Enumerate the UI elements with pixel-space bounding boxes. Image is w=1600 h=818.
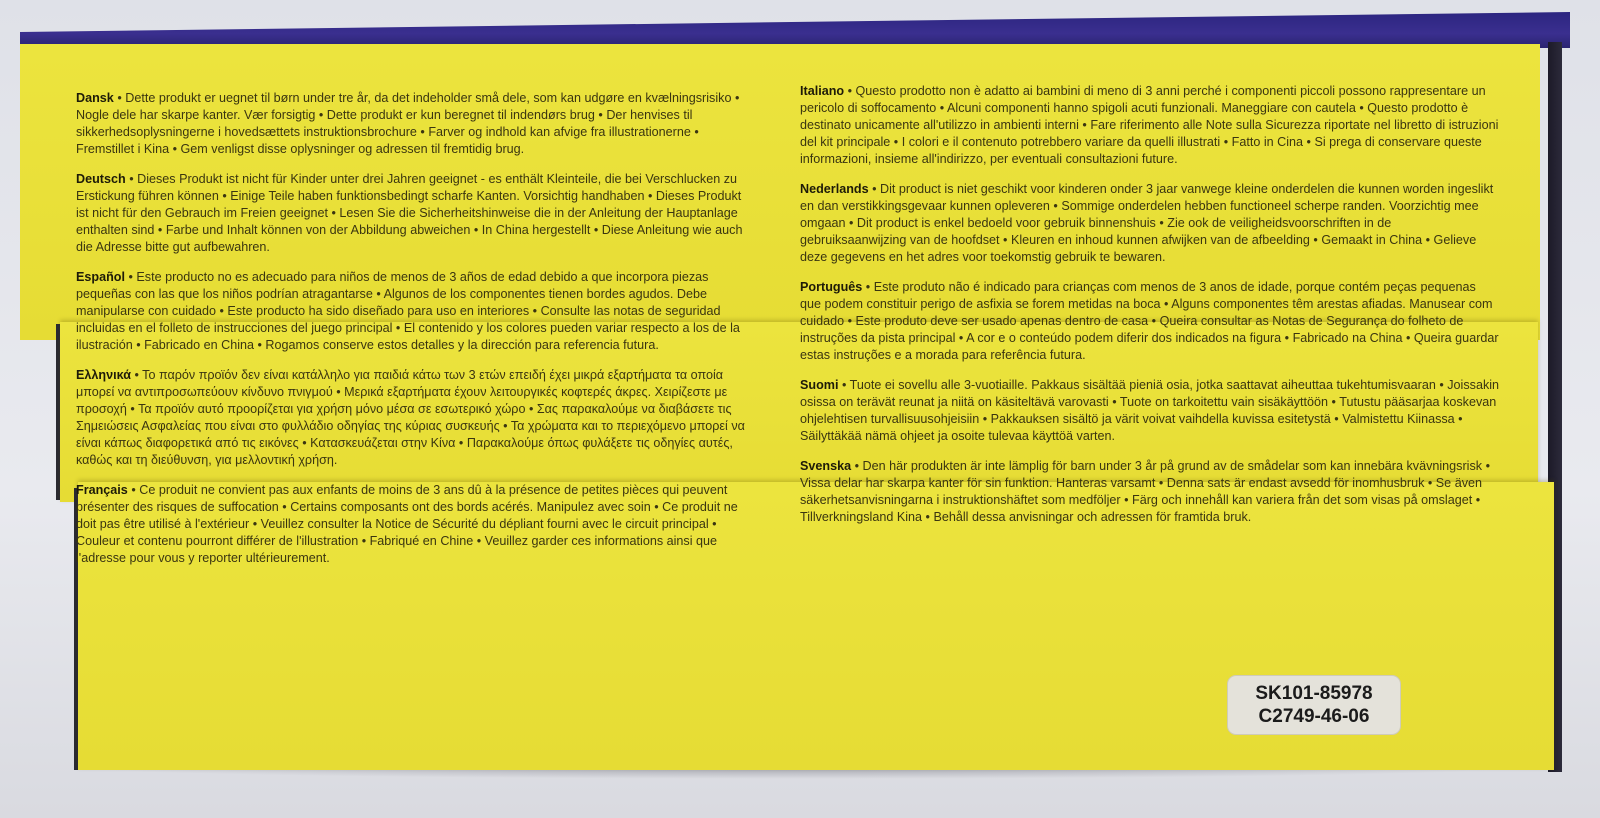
warning-entry-portugues xyxy=(800,279,1500,364)
warning-text: • Den här produkten är inte lämplig för barn under 3 år på grund av de smådelar som kan innebära kvävningsrisk • Vissa delar har skarpa kanter för sin funktion. Hanteras varsamt • Denna sats är endast avsedd för inomhusbruk • Se även säkerhetsanvisningarna i instruktionshäftet som medföljer • Färg och innehåll kan variera från det som visas på omslaget • Tillverkningsland Kina • Behåll dessa anvisningar och adressen för framtida bruk. xyxy=(800,459,1490,524)
warning-entry-nederlands xyxy=(800,181,1500,266)
warning-entry-dansk xyxy=(76,90,756,158)
warning-entry-suomi xyxy=(800,377,1500,445)
product-code-label xyxy=(1228,676,1400,734)
warning-text: • Dieses Produkt ist nicht für Kinder unter drei Jahren geeignet - es enthält Kleinteile, die bei Verschlucken zu Erstickung führen können • Einige Teile haben funktionsbedingt scharfe Kanten. Vorsichtig handhaben • Dieses Produkt ist nicht für den Gebrauch im Freien geeignet • Lesen Sie die Sicherheitshinweise die in der Anleitung der Hauptanlage enthalten sind • Farbe und Inhalt können von der Abbildung abweichen • In China hergestellt • Diese Anleitung wie auch die Adresse bitte gut aufbewahren. xyxy=(76,172,743,254)
warning-entry-deutsch xyxy=(76,171,756,256)
language-label: Français xyxy=(76,483,128,497)
product-code-line-1: SK101-85978 xyxy=(1255,683,1373,704)
warning-entry-svenska xyxy=(800,458,1500,526)
language-label: Ελληνικά xyxy=(76,368,131,382)
language-label: Italiano xyxy=(800,84,845,98)
language-label: Nederlands xyxy=(800,182,869,196)
language-label: Suomi xyxy=(800,378,839,392)
product-code-line-2: C2749-46-06 xyxy=(1258,706,1370,727)
warning-column-right xyxy=(800,83,1500,539)
language-label: Português xyxy=(800,280,863,294)
warning-text: • Questo prodotto non è adatto ai bambini di meno di 3 anni perché i componenti piccoli possono rappresentare un pericolo di soffocamento • Alcuni componenti hanno spigoli acuti funzionali. Maneggiare con cautela • Questo prodotto è destinato unicamente all'utilizzo in ambienti interni • Fare riferimento alle Note sulla Sicurezza riportate nel libretto di istruzioni del kit principale • I colori e il contenuto potrebbero variare da quelli illustrati • Fatto in Cina • Si prega di conservare queste informazioni, insieme all'indirizzo, per eventuali consultazioni future. xyxy=(800,84,1499,166)
warning-text: • Tuote ei sovellu alle 3-vuotiaille. Pakkaus sisältää pieniä osia, jotka saattavat aiheuttaa tukehtumisvaaran • Joissakin osissa on terävät reunat ja niitä on käsiteltävä varovasti • Tuote on tarkoitettu vain sisäkäyttöön • Tutustu pääsarjaa koskevan ohjelehtisen turvallisuusohjeisiin • Pakkauksen sisältö ja värit voivat vaihdella kuvissa esitetystä • Valmistettu Kiinassa • Säilyttäkää nämä ohjeet ja osoite tulevaa käyttöä varten. xyxy=(800,378,1500,443)
warning-text: • Dit product is niet geschikt voor kinderen onder 3 jaar vanwege kleine onderdelen die kunnen worden ingeslikt en dan verstikkingsgevaar kunnen opleveren • Sommige onderdelen hebben functioneel scherpe randen. Voorzichtig mee omgaan • Dit product is enkel bedoeld voor gebruik binnenshuis • Zie ook de veiligheidsvoorschriften in de gebruiksaanwijzing van de hoofdset • Kleuren en inhoud kunnen afwijken van de afbeelding • Gemaakt in China • Gelieve deze gegevens en het adres voor toekomstig gebruik te bewaren. xyxy=(800,182,1494,264)
warning-entry-espanol xyxy=(76,269,756,354)
warning-text: • Este producto no es adecuado para niños de menos de 3 años de edad debido a que incorpora piezas pequeñas con las que los niños podrían atragantarse • Algunos de los componentes tienen bordes agudos. Debe manipularse con cuidado • Este producto ha sido diseñado para uso en interiores • Consulte las notas de seguridad incluidas en el folleto de instrucciones del juego principal • El contenido y los colores pueden variar respecto a los de la ilustración • Fabricado en China • Rogamos conserve estos detalles y la dirección para referencia futura. xyxy=(76,270,740,352)
warning-text: • Ce produit ne convient pas aux enfants de moins de 3 ans dû à la présence de petites pièces qui peuvent présenter des risques de suffocation • Certains composants ont des bords acérés. Manipulez avec soin • Ce produit ne doit pas être utilisé à l'extérieur • Veuillez consulter la Notice de Sécurité du dépliant fourni avec le circuit principal • Couleur et contenu pourront différer de l'illustration • Fabriqué en Chine • Veuillez garder ces informations ainsi que l'adresse pour vous y reporter ultérieurement. xyxy=(76,483,738,565)
warning-entry-ellinika xyxy=(76,367,756,469)
warning-entry-italiano xyxy=(800,83,1500,168)
language-label: Dansk xyxy=(76,91,114,105)
language-label: Deutsch xyxy=(76,172,126,186)
warning-entry-francais xyxy=(76,482,756,567)
warning-text: • Το παρόν προϊόν δεν είναι κατάλληλο για παιδιά κάτω των 3 ετών επειδή έχει μικρά εξαρτήματα τα οποία μπορεί να αντιπροσωπεύουν κίνδυνο πνιγμού • Μερικά εξαρτήματα έχουν λειτουργικές κοφτερές άκρες. Χειρίζεστε με προσοχή • Τα προϊόν αυτό προορίζεται για χρήση μόνο μέσα σε εσωτερικό χώρο • Σας παρακαλούμε να διαβάσετε τις Σημειώσεις Ασφαλείας που είναι στο φυλλάδιο οδηγίας της κύριας συσκευής • Τα χρώματα και το περιεχόμενο μπορεί να είναι κάπως διαφορετικά από τις εικόνες • Κατασκευάζεται στην Κίνα • Παρακαλούμε όπως φυλάξετε τις οδηγίες αυτές, καθώς και τη διεύθυνση, για μελλοντική χρήση. xyxy=(76,368,745,467)
warning-column-left xyxy=(76,90,756,580)
language-label: Español xyxy=(76,270,125,284)
language-label: Svenska xyxy=(800,459,852,473)
warning-text: • Dette produkt er uegnet til børn under tre år, da det indeholder små dele, som kan udgøre en kvælningsrisiko • Nogle dele har skarpe kanter. Vær forsigtig • Dette produkt er kun beregnet til indendørs brug • Der henvises til sikkerhedsoplysningerne i hovedsættets instruktionsbrochure • Farver og indhold kan afvige fra illustrationerne • Fremstillet i Kina • Gem venligst disse oplysninger og adressen til fremtidig brug. xyxy=(76,91,740,156)
warning-text: • Este produto não é indicado para crianças com menos de 3 anos de idade, porque contém peças pequenas que podem constituir perigo de asfixia se forem metidas na boca • Alguns componentes têm arestas afiadas. Manusear com cuidado • Este produto deve ser usado apenas dentro de casa • Queira consultar as Notas de Segurança do folheto de instruções da pista principal • A cor e o conteúdo podem diferir dos indicados na figura • Fabricado na China • Queira guardar estas instruções e a morada para referência futura. xyxy=(800,280,1499,362)
